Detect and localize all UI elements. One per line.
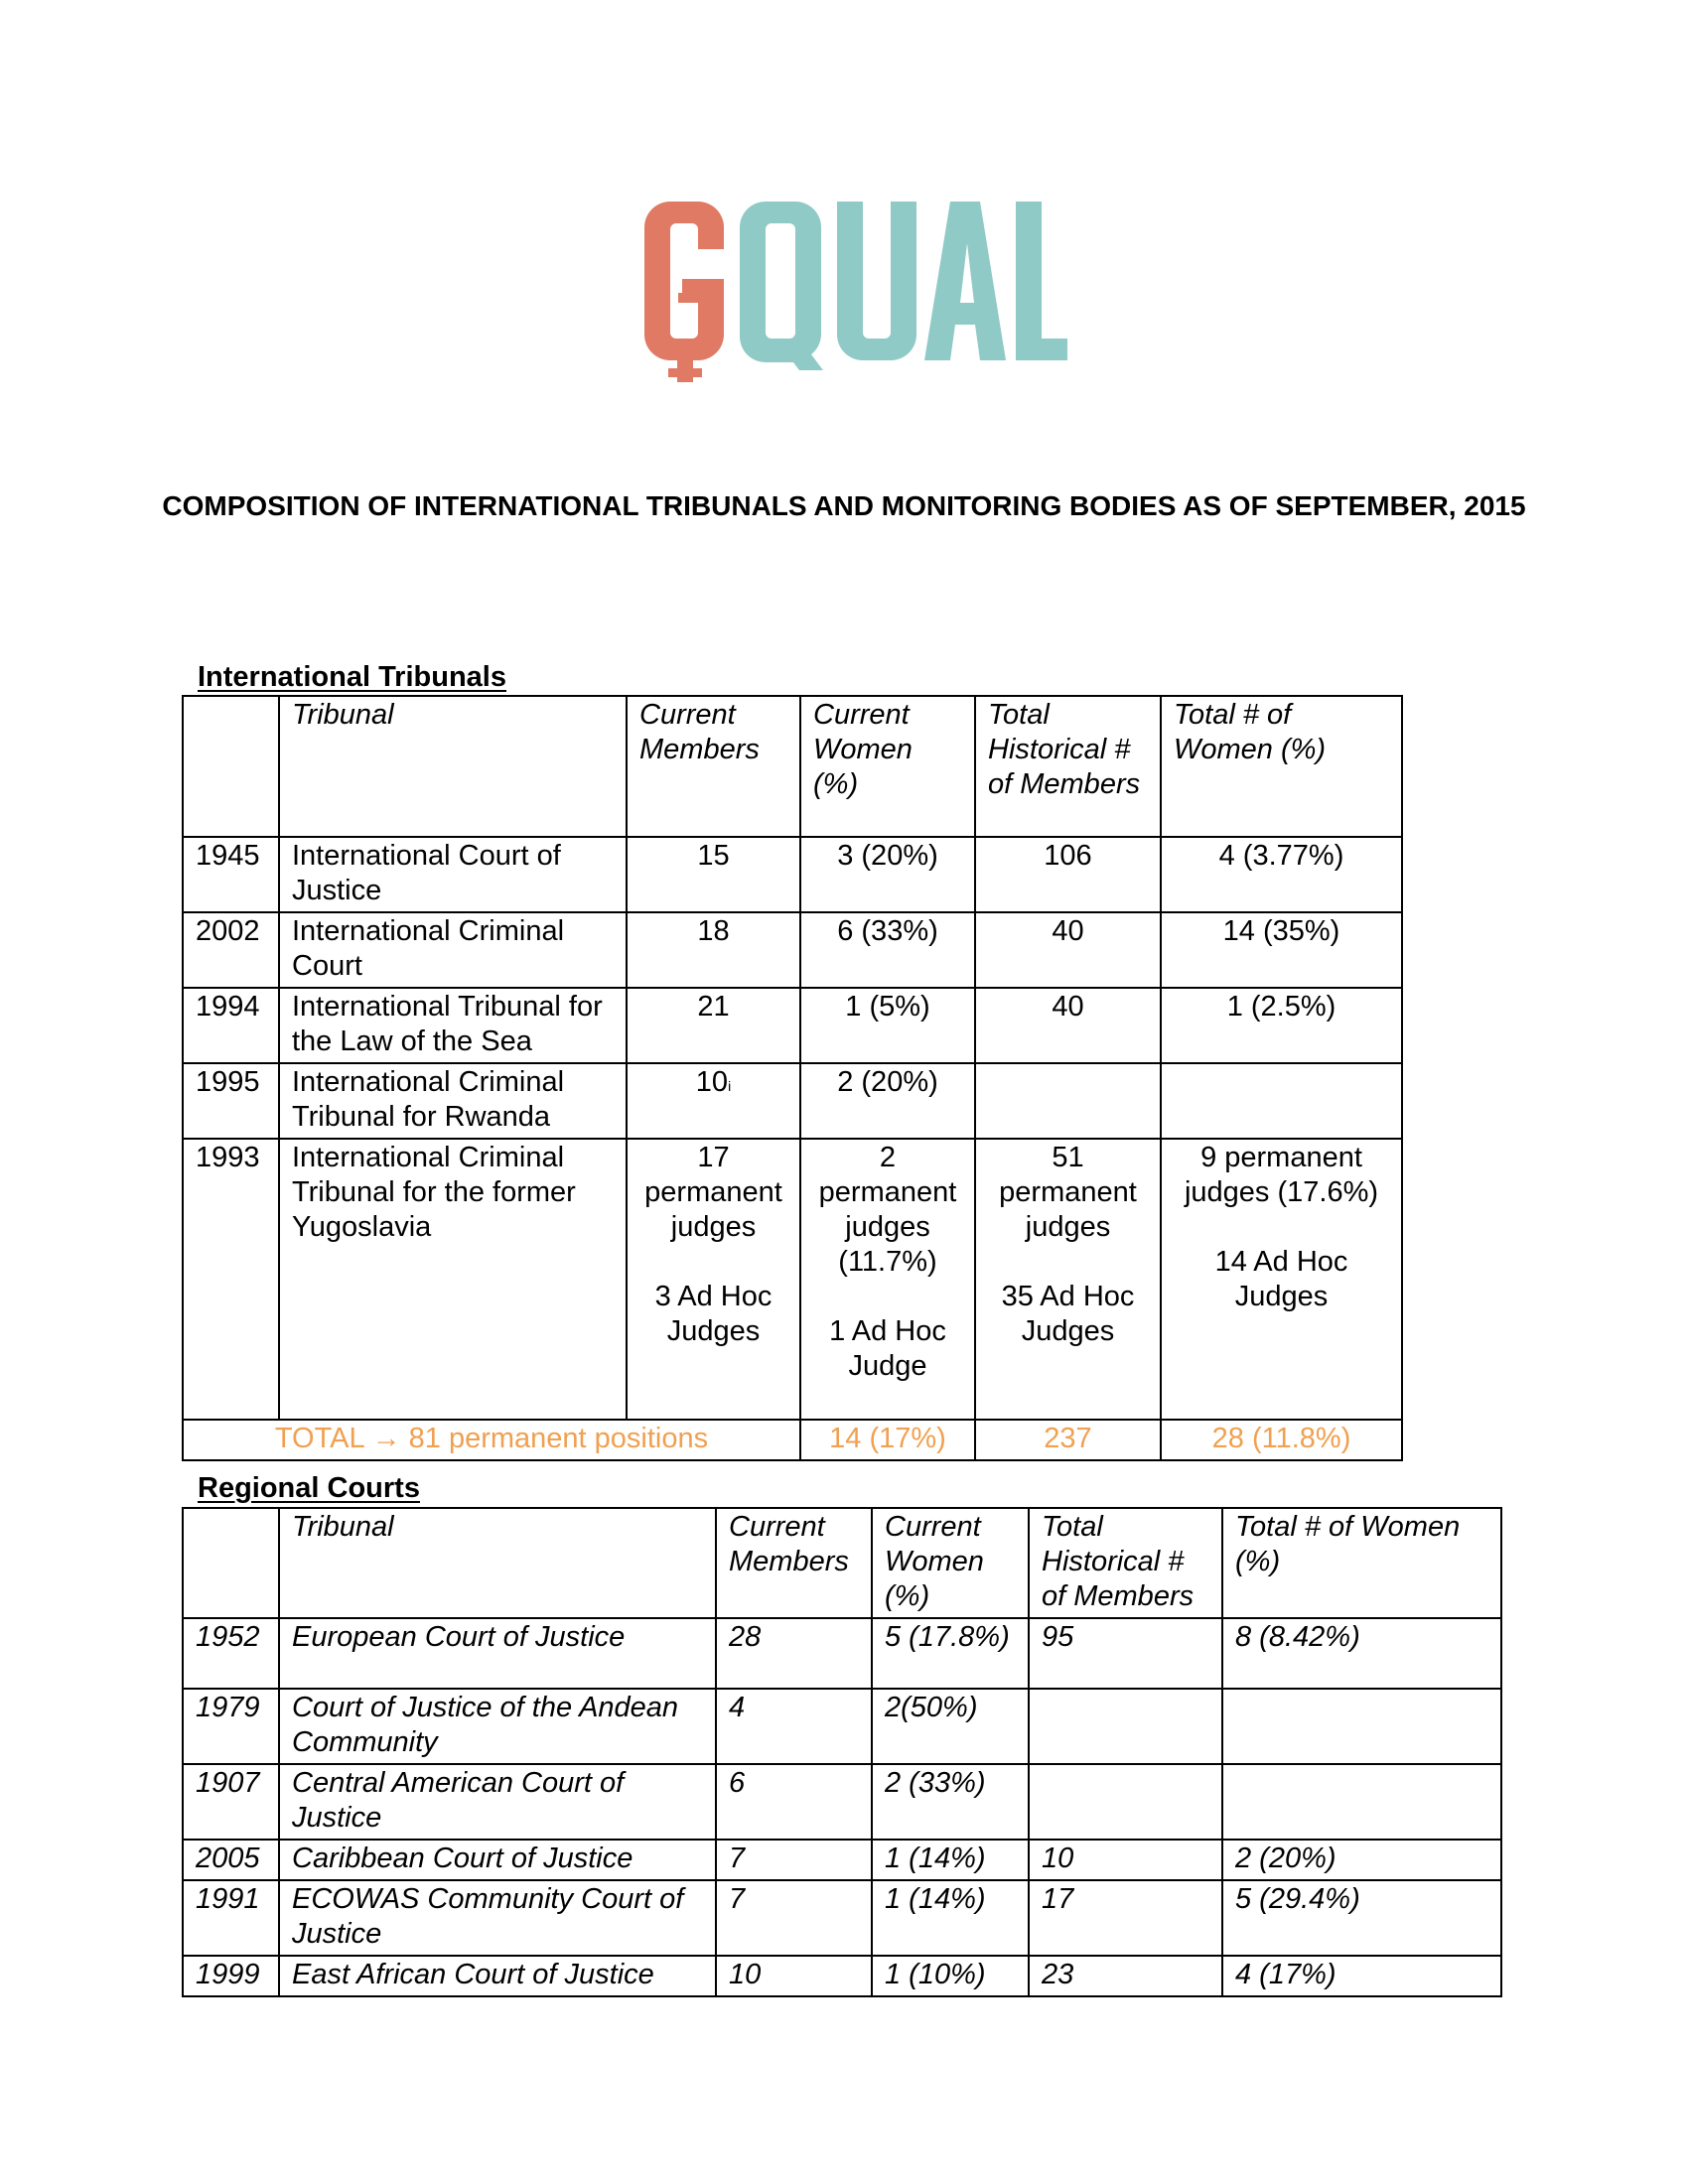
row-tribunal: East African Court of Justice bbox=[279, 1956, 716, 1996]
international-tribunals-table bbox=[182, 695, 1403, 1461]
row-year: 1993 bbox=[183, 1139, 279, 1420]
row-historical-women bbox=[1161, 1063, 1402, 1139]
row-historical-women bbox=[1222, 1689, 1501, 1764]
row-year: 1994 bbox=[183, 988, 279, 1063]
row-tribunal: International Criminal Tribunal for Rwanda bbox=[279, 1063, 627, 1139]
row-members-permanent: 17 permanent judges bbox=[644, 1142, 782, 1243]
gqual-logo-mark bbox=[631, 194, 1067, 382]
row-year: 1907 bbox=[183, 1764, 279, 1840]
header-tribunal: Tribunal bbox=[279, 1508, 716, 1618]
header-tribunal: Tribunal bbox=[279, 696, 627, 837]
row-historical-women: 4 (3.77%) bbox=[1161, 837, 1402, 912]
row-historical: 40 bbox=[975, 912, 1161, 988]
header-current-women: Current Women (%) bbox=[800, 696, 975, 837]
regional-courts-table bbox=[182, 1507, 1502, 1997]
row-historical-women: 8 (8.42%) bbox=[1222, 1618, 1501, 1689]
row-members-adhoc: 3 Ad Hoc Judges bbox=[654, 1281, 773, 1347]
row-women: 5 (17.8%) bbox=[872, 1618, 1029, 1689]
row-tribunal: International Tribunal for the Law of the Sea bbox=[279, 988, 627, 1063]
table-row bbox=[183, 1840, 1501, 1880]
row-members: 15 bbox=[627, 837, 800, 912]
row-members-cell bbox=[627, 1139, 800, 1420]
row-historical bbox=[975, 1063, 1161, 1139]
row-members: 28 bbox=[716, 1618, 872, 1689]
row-historical: 106 bbox=[975, 837, 1161, 912]
table-header-row bbox=[183, 1508, 1501, 1618]
table-row bbox=[183, 1689, 1501, 1764]
logo-g-female-symbol bbox=[644, 202, 724, 382]
row-women: 1 (5%) bbox=[800, 988, 975, 1063]
international-tribunals-heading: International Tribunals bbox=[198, 661, 506, 693]
table-row bbox=[183, 1063, 1402, 1139]
total-label: TOTAL → 81 permanent positions bbox=[183, 1420, 800, 1460]
row-year: 1995 bbox=[183, 1063, 279, 1139]
row-year: 1945 bbox=[183, 837, 279, 912]
header-current-members: Current Members bbox=[716, 1508, 872, 1618]
header-historical-members: Total Historical # of Members bbox=[975, 696, 1161, 837]
row-members: 4 bbox=[716, 1689, 872, 1764]
row-year: 1979 bbox=[183, 1689, 279, 1764]
row-year: 1952 bbox=[183, 1618, 279, 1689]
row-women: 2 (20%) bbox=[800, 1063, 975, 1139]
row-women: 6 (33%) bbox=[800, 912, 975, 988]
row-historical-women-adhoc: 14 Ad Hoc Judges bbox=[1214, 1246, 1348, 1312]
header-historical-women: Total # of Women (%) bbox=[1161, 696, 1402, 837]
row-women-adhoc: 1 Ad Hoc Judge bbox=[829, 1315, 946, 1382]
row-members: 7 bbox=[716, 1840, 872, 1880]
header-historical-members: Total Historical # of Members bbox=[1029, 1508, 1222, 1618]
row-historical: 17 bbox=[1029, 1880, 1222, 1956]
header-year bbox=[183, 696, 279, 837]
table-row bbox=[183, 1764, 1501, 1840]
row-members: 7 bbox=[716, 1880, 872, 1956]
table-row bbox=[183, 1139, 1402, 1420]
row-historical bbox=[1029, 1689, 1222, 1764]
row-members-cell bbox=[627, 1063, 800, 1139]
table-row bbox=[183, 1618, 1501, 1689]
row-members: 10 bbox=[695, 1066, 729, 1098]
table-row bbox=[183, 1956, 1501, 1996]
row-historical-permanent: 51 permanent judges bbox=[999, 1142, 1137, 1243]
regional-courts-heading: Regional Courts bbox=[198, 1472, 420, 1504]
row-tribunal: International Court of Justice bbox=[279, 837, 627, 912]
row-women: 1 (14%) bbox=[872, 1880, 1029, 1956]
row-women: 3 (20%) bbox=[800, 837, 975, 912]
row-historical-women bbox=[1222, 1764, 1501, 1840]
row-historical: 95 bbox=[1029, 1618, 1222, 1689]
table-row bbox=[183, 1880, 1501, 1956]
row-year: 2002 bbox=[183, 912, 279, 988]
total-women: 14 (17%) bbox=[800, 1420, 975, 1460]
row-year: 2005 bbox=[183, 1840, 279, 1880]
row-year: 1991 bbox=[183, 1880, 279, 1956]
header-historical-women: Total # of Women (%) bbox=[1222, 1508, 1501, 1618]
row-tribunal: International Criminal Tribunal for the former Yugoslavia bbox=[279, 1139, 627, 1420]
header-year bbox=[183, 1508, 279, 1618]
row-tribunal: Central American Court of Justice bbox=[279, 1764, 716, 1840]
table-total-row bbox=[183, 1420, 1402, 1460]
table-header-row bbox=[183, 696, 1402, 837]
row-historical: 23 bbox=[1029, 1956, 1222, 1996]
row-tribunal: Court of Justice of the Andean Community bbox=[279, 1689, 716, 1764]
row-women: 2 (33%) bbox=[872, 1764, 1029, 1840]
row-historical-cell bbox=[975, 1139, 1161, 1420]
header-current-women: Current Women (%) bbox=[872, 1508, 1029, 1618]
row-historical-women: 2 (20%) bbox=[1222, 1840, 1501, 1880]
row-historical-women: 14 (35%) bbox=[1161, 912, 1402, 988]
row-historical-women-permanent: 9 permanent judges (17.6%) bbox=[1184, 1142, 1379, 1208]
row-tribunal: ECOWAS Community Court of Justice bbox=[279, 1880, 716, 1956]
header-current-members: Current Members bbox=[627, 696, 800, 837]
row-historical-women: 4 (17%) bbox=[1222, 1956, 1501, 1996]
row-historical-women: 1 (2.5%) bbox=[1161, 988, 1402, 1063]
row-tribunal: Caribbean Court of Justice bbox=[279, 1840, 716, 1880]
row-historical: 10 bbox=[1029, 1840, 1222, 1880]
row-women: 2(50%) bbox=[872, 1689, 1029, 1764]
total-historical: 237 bbox=[975, 1420, 1161, 1460]
gqual-logo bbox=[631, 194, 1067, 382]
row-tribunal: European Court of Justice bbox=[279, 1618, 716, 1689]
table-row bbox=[183, 837, 1402, 912]
row-historical-adhoc: 35 Ad Hoc Judges bbox=[1001, 1281, 1135, 1347]
total-historical-women: 28 (11.8%) bbox=[1161, 1420, 1402, 1460]
row-members: 18 bbox=[627, 912, 800, 988]
row-historical: 40 bbox=[975, 988, 1161, 1063]
page-title: COMPOSITION OF INTERNATIONAL TRIBUNALS AND MONITORING BODIES AS OF SEPTEMBER, 2015 bbox=[162, 490, 1526, 521]
row-historical-women-cell bbox=[1161, 1139, 1402, 1420]
row-historical-women: 5 (29.4%) bbox=[1222, 1880, 1501, 1956]
row-women-permanent: 2 permanent judges (11.7%) bbox=[818, 1142, 957, 1278]
row-women: 1 (10%) bbox=[872, 1956, 1029, 1996]
footnote-marker[interactable]: i bbox=[728, 1078, 732, 1094]
row-members: 6 bbox=[716, 1764, 872, 1840]
row-members: 21 bbox=[627, 988, 800, 1063]
row-tribunal: International Criminal Court bbox=[279, 912, 627, 988]
row-historical bbox=[1029, 1764, 1222, 1840]
row-women: 1 (14%) bbox=[872, 1840, 1029, 1880]
row-women-cell bbox=[800, 1139, 975, 1420]
table-row bbox=[183, 912, 1402, 988]
logo-q bbox=[740, 202, 1067, 370]
table-row bbox=[183, 988, 1402, 1063]
row-year: 1999 bbox=[183, 1956, 279, 1996]
row-members: 10 bbox=[716, 1956, 872, 1996]
